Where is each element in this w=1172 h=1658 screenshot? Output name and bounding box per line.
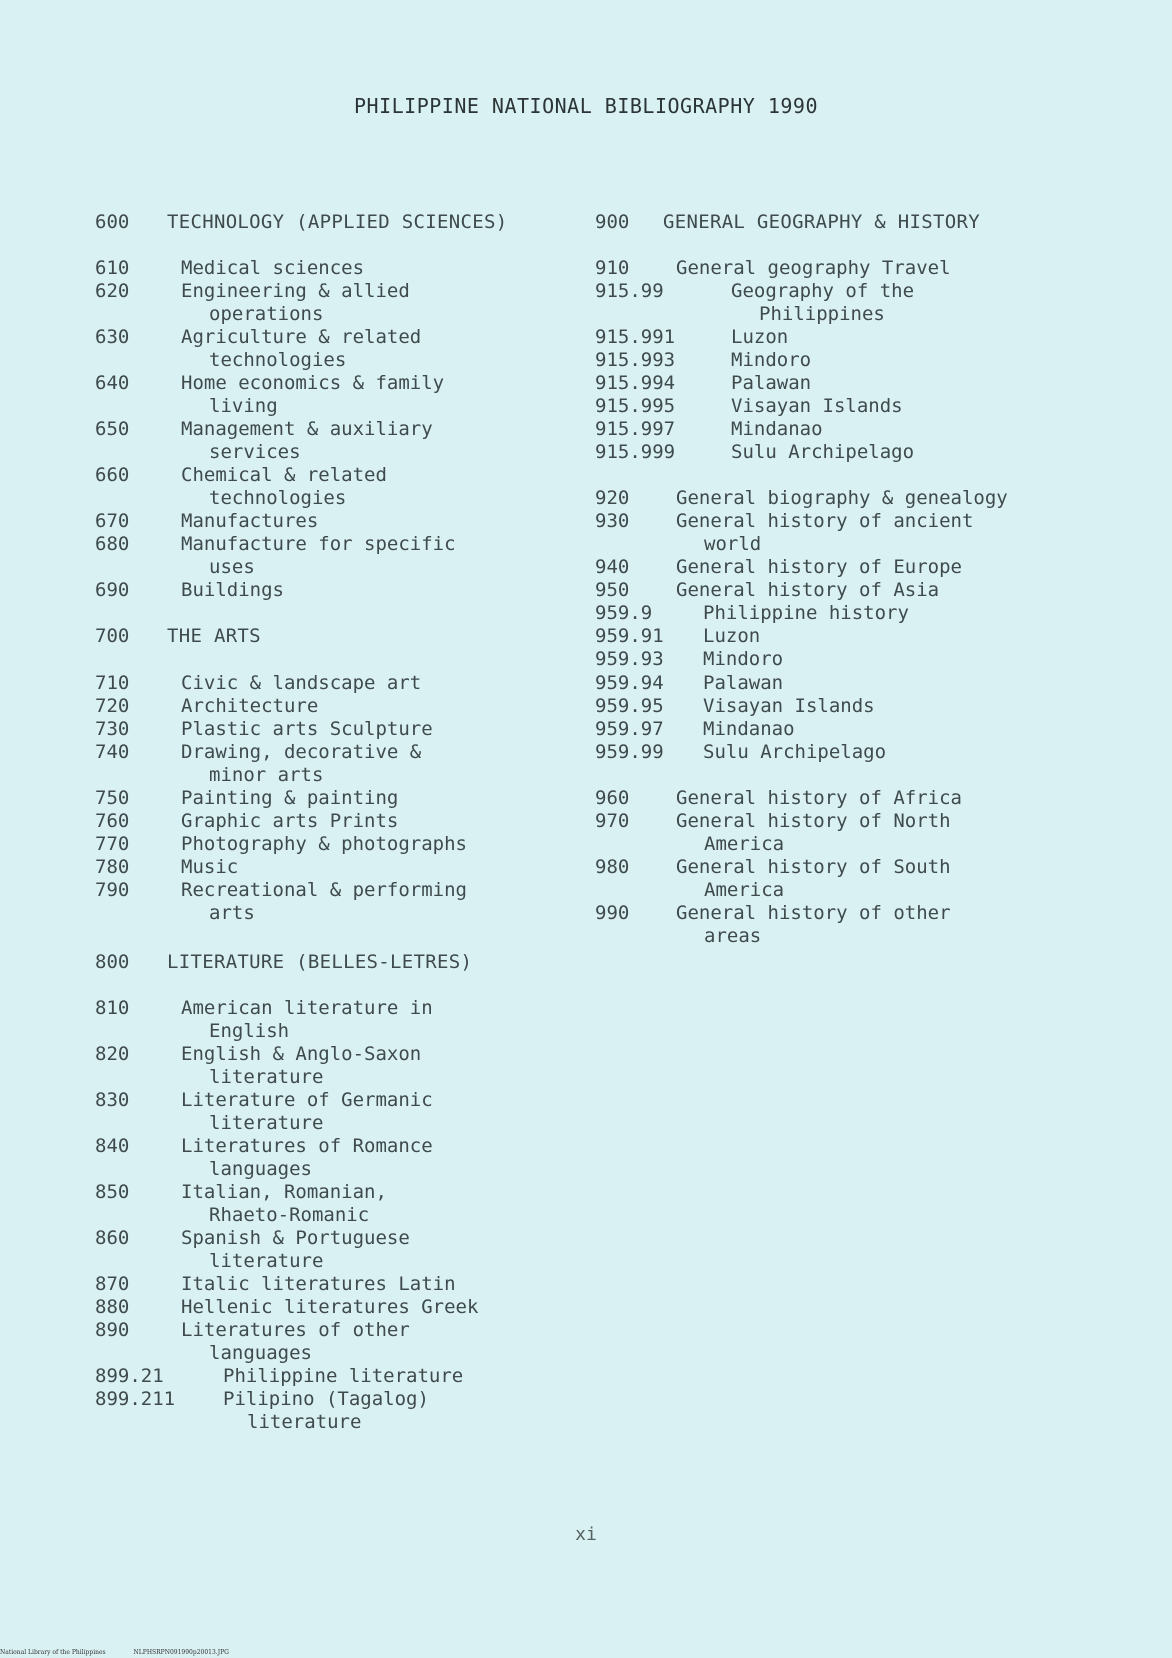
- class-label-continuation: arts: [209, 902, 255, 924]
- class-label: Palawan: [731, 372, 812, 394]
- class-label: LITERATURE (BELLES-LETRES): [167, 951, 473, 973]
- class-label: Visayan Islands: [703, 695, 875, 717]
- class-code: 780: [95, 856, 130, 878]
- class-code: 915.997: [595, 418, 676, 440]
- class-label: Luzon: [731, 326, 789, 348]
- class-code: 760: [95, 810, 130, 832]
- footer-library: National Library of the Philippines: [0, 1649, 106, 1656]
- class-code: 899.21: [95, 1365, 164, 1387]
- class-label-continuation: living: [209, 395, 278, 417]
- class-label: Agriculture & related: [181, 326, 422, 348]
- class-label-continuation: uses: [209, 556, 255, 578]
- class-label-continuation: technologies: [209, 487, 347, 509]
- class-code: 660: [95, 464, 130, 486]
- class-label: Italian, Romanian,: [181, 1181, 387, 1203]
- class-label-continuation: English: [209, 1020, 290, 1042]
- class-label: Philippine literature: [223, 1365, 464, 1387]
- class-code: 959.95: [595, 695, 664, 717]
- class-code: 720: [95, 695, 130, 717]
- class-label: Luzon: [703, 625, 761, 647]
- class-code: 915.994: [595, 372, 676, 394]
- class-label-continuation: languages: [209, 1158, 312, 1180]
- class-code: 950: [595, 579, 630, 601]
- class-label: Visayan Islands: [731, 395, 903, 417]
- class-label: General history of Asia: [676, 579, 940, 601]
- class-label: Chemical & related: [181, 464, 387, 486]
- class-code: 650: [95, 418, 130, 440]
- class-code: 915.991: [595, 326, 676, 348]
- class-label-continuation: languages: [209, 1342, 312, 1364]
- class-code: 670: [95, 510, 130, 532]
- class-label: TECHNOLOGY (APPLIED SCIENCES): [167, 211, 508, 233]
- class-label-continuation: world: [704, 533, 762, 555]
- class-label-continuation: areas: [704, 925, 762, 947]
- class-label-continuation: operations: [209, 303, 324, 325]
- class-code: 700: [95, 625, 130, 647]
- class-code: 840: [95, 1135, 130, 1157]
- class-code: 860: [95, 1227, 130, 1249]
- class-code: 620: [95, 280, 130, 302]
- class-code: 959.9: [595, 602, 653, 624]
- class-label-continuation: Rhaeto-Romanic: [209, 1204, 370, 1226]
- class-code: 690: [95, 579, 130, 601]
- class-label: Literature of Germanic: [181, 1089, 433, 1111]
- class-code: 830: [95, 1089, 130, 1111]
- class-code: 915.993: [595, 349, 676, 371]
- class-label: Photography & photographs: [181, 833, 467, 855]
- class-label: General biography & genealogy: [676, 487, 1008, 509]
- class-label: Recreational & performing: [181, 879, 467, 901]
- class-label-continuation: services: [209, 441, 301, 463]
- class-label: Spanish & Portuguese: [181, 1227, 410, 1249]
- class-label: Geography of the: [731, 280, 915, 302]
- class-code: 740: [95, 741, 130, 763]
- class-code: 820: [95, 1043, 130, 1065]
- class-label: Medical sciences: [181, 257, 365, 279]
- class-label: THE ARTS: [167, 625, 261, 647]
- class-code: 959.91: [595, 625, 664, 647]
- class-label: General history of North: [676, 810, 951, 832]
- class-label: Architecture: [181, 695, 319, 717]
- class-label-continuation: literature: [209, 1250, 324, 1272]
- class-code: 910: [595, 257, 630, 279]
- class-code: 600: [95, 211, 130, 233]
- scan-footer: [0, 1649, 255, 1656]
- class-code: 940: [595, 556, 630, 578]
- class-label: Mindanao: [703, 718, 795, 740]
- class-label: Sulu Archipelago: [731, 441, 915, 463]
- class-label-continuation: minor arts: [209, 764, 324, 786]
- class-code: 730: [95, 718, 130, 740]
- class-code: 770: [95, 833, 130, 855]
- class-label: Palawan: [703, 672, 784, 694]
- class-code: 750: [95, 787, 130, 809]
- class-code: 800: [95, 951, 130, 973]
- class-label: Mindanao: [731, 418, 823, 440]
- class-code: 790: [95, 879, 130, 901]
- class-code: 970: [595, 810, 630, 832]
- class-label: Home economics & family: [181, 372, 445, 394]
- class-label-continuation: America: [704, 879, 785, 901]
- class-code: 915.995: [595, 395, 676, 417]
- page-number: xi: [575, 1524, 597, 1545]
- class-code: 959.93: [595, 648, 664, 670]
- class-code: 960: [595, 787, 630, 809]
- class-code: 630: [95, 326, 130, 348]
- class-label: GENERAL GEOGRAPHY & HISTORY: [663, 211, 980, 233]
- class-code: 959.97: [595, 718, 664, 740]
- class-label: Sulu Archipelago: [703, 741, 887, 763]
- class-label-continuation: literature: [209, 1112, 324, 1134]
- class-label: General history of ancient: [676, 510, 974, 532]
- class-label: General history of Africa: [676, 787, 962, 809]
- class-label: Literatures of Romance: [181, 1135, 433, 1157]
- class-label: Plastic arts Sculpture: [181, 718, 433, 740]
- class-code: 990: [595, 902, 630, 924]
- class-label: Philippine history: [703, 602, 909, 624]
- class-label: Buildings: [181, 579, 284, 601]
- class-label: General history of Europe: [676, 556, 962, 578]
- class-label: General history of South: [676, 856, 951, 878]
- class-label-continuation: Philippines: [759, 303, 885, 325]
- class-label: Graphic arts Prints: [181, 810, 399, 832]
- class-code: 710: [95, 672, 130, 694]
- class-label-continuation: America: [704, 833, 785, 855]
- class-code: 959.99: [595, 741, 664, 763]
- class-label: Mindoro: [731, 349, 812, 371]
- class-code: 850: [95, 1181, 130, 1203]
- class-label: American literature in: [181, 997, 433, 1019]
- class-label: Music: [181, 856, 239, 878]
- class-code: 980: [595, 856, 630, 878]
- class-label: Manufactures: [181, 510, 319, 532]
- class-code: 680: [95, 533, 130, 555]
- class-code: 870: [95, 1273, 130, 1295]
- class-code: 610: [95, 257, 130, 279]
- class-code: 900: [595, 211, 630, 233]
- class-label: General geography Travel: [676, 257, 951, 279]
- class-code: 915.999: [595, 441, 676, 463]
- class-label-continuation: literature: [247, 1411, 362, 1433]
- class-code: 930: [595, 510, 630, 532]
- class-code: 640: [95, 372, 130, 394]
- class-code: 915.99: [595, 280, 664, 302]
- class-label: General history of other: [676, 902, 951, 924]
- footer-file: NLPHSRPN091990p20013.JPG: [133, 1649, 229, 1656]
- class-code: 880: [95, 1296, 130, 1318]
- class-code: 890: [95, 1319, 130, 1341]
- class-label: Hellenic literatures Greek: [181, 1296, 479, 1318]
- class-code: 899.211: [95, 1388, 176, 1410]
- class-code: 959.94: [595, 672, 664, 694]
- class-label: Civic & landscape art: [181, 672, 422, 694]
- class-label: English & Anglo-Saxon: [181, 1043, 422, 1065]
- class-label: Management & auxiliary: [181, 418, 433, 440]
- class-label: Mindoro: [703, 648, 784, 670]
- class-label: Painting & painting: [181, 787, 399, 809]
- class-label: Manufacture for specific: [181, 533, 456, 555]
- class-label: Engineering & allied: [181, 280, 410, 302]
- class-label: Italic literatures Latin: [181, 1273, 456, 1295]
- page-title: PHILIPPINE NATIONAL BIBLIOGRAPHY 1990: [353, 94, 819, 118]
- class-label-continuation: technologies: [209, 349, 347, 371]
- class-code: 920: [595, 487, 630, 509]
- class-label: Pilipino (Tagalog): [223, 1388, 429, 1410]
- class-label-continuation: literature: [209, 1066, 324, 1088]
- class-label: Drawing, decorative &: [181, 741, 422, 763]
- class-label: Literatures of other: [181, 1319, 410, 1341]
- class-code: 810: [95, 997, 130, 1019]
